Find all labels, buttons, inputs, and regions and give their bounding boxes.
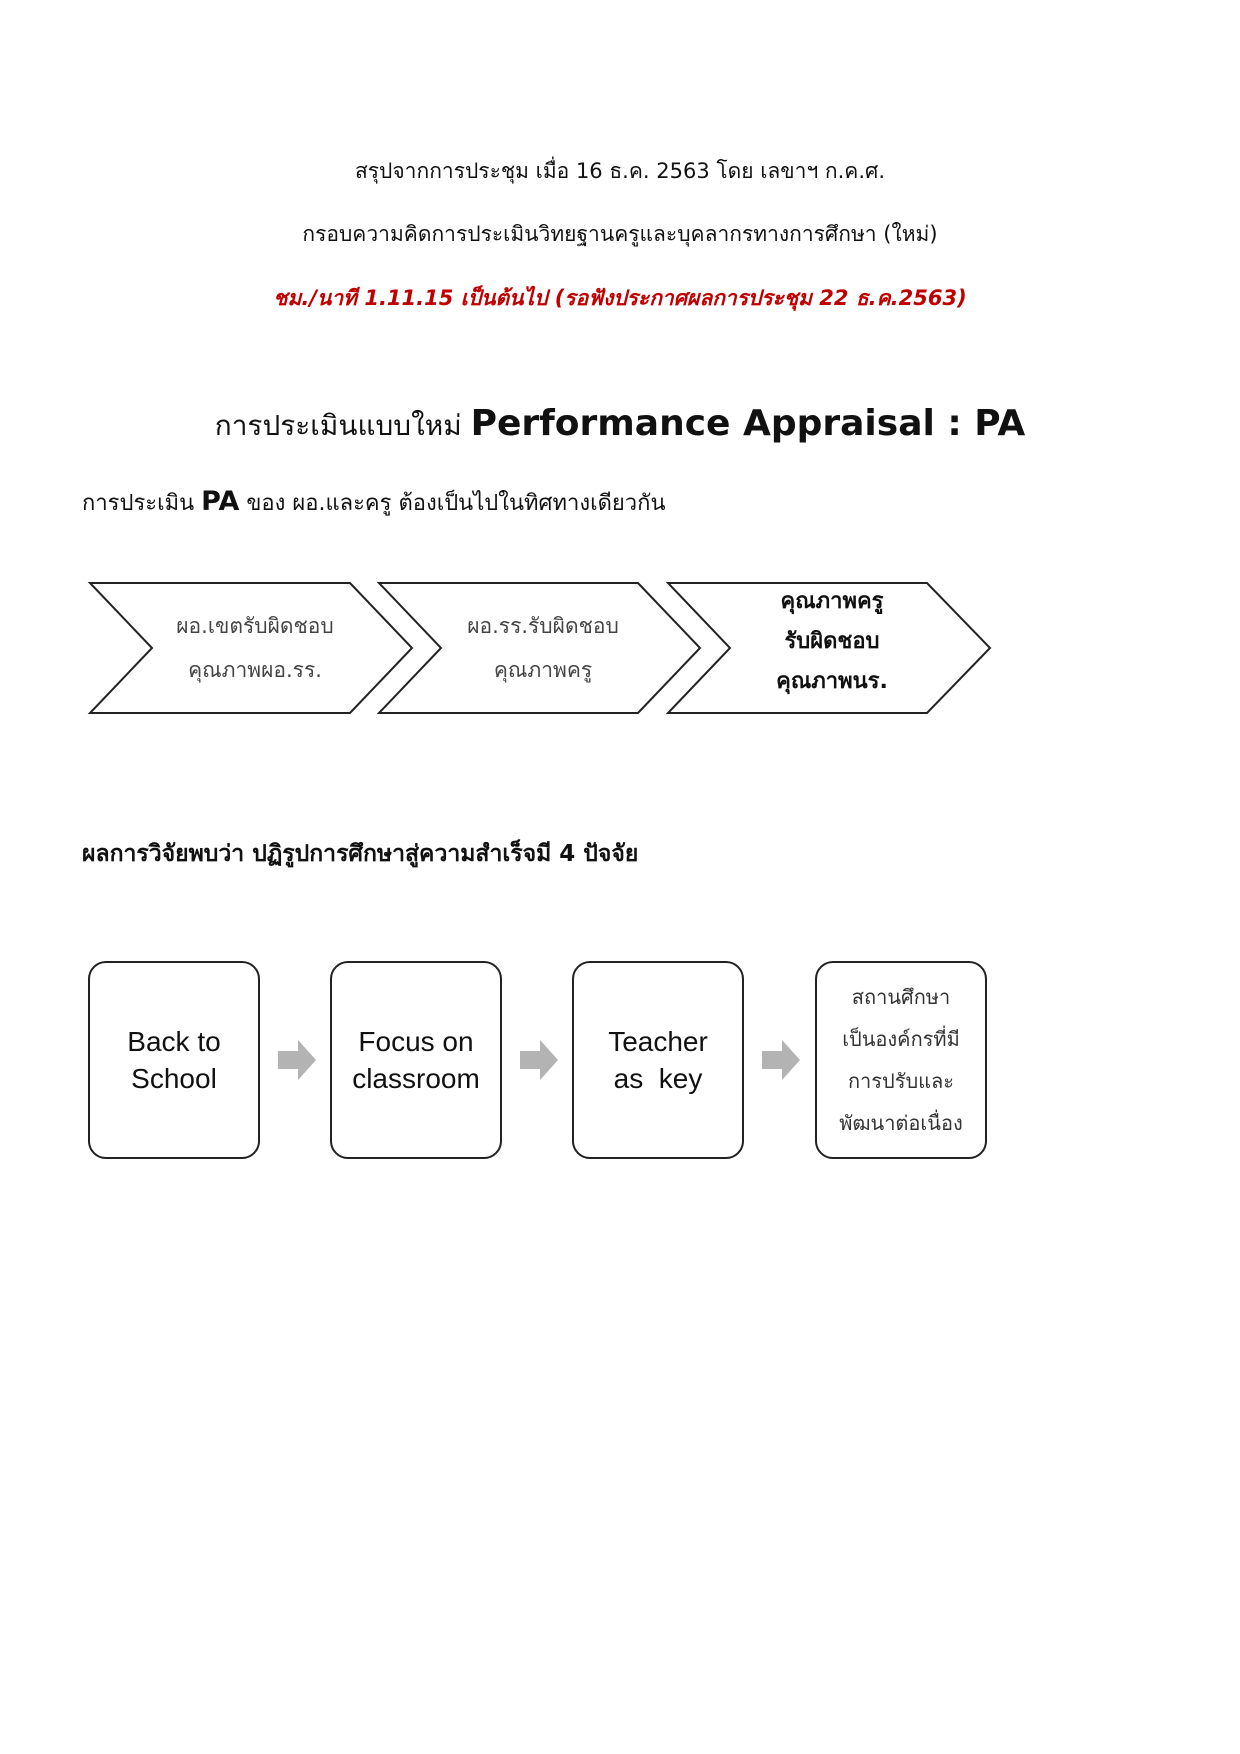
timestamp-note: ชม./นาที 1.11.15 เป็นต้นไป (รอฟังประกาศผลการประชุม 22 ธ.ค.2563) [273,286,967,310]
factor-4-line4: พัฒนาต่อเนื่อง [839,1111,963,1135]
factor-3-line2: as key [613,1063,703,1094]
chevron-3-line1: คุณภาพครู [780,589,884,614]
factor-box-back-to-school [88,961,260,1159]
factor-4-line1: สถานศึกษา [851,985,951,1009]
factor-4-line2: เป็นองค์กรที่มี [842,1027,960,1051]
chevron-2 [379,583,700,713]
chevron-1-line1: ผอ.เขตรับผิดชอบ [176,614,334,638]
research-statement: ผลการวิจัยพบว่า ปฏิรูปการศึกษาสู่ความสำเร็จมี 4 ปัจจัย [82,841,639,867]
arrow-right-icon [278,1040,316,1080]
pa-statement-bold: PA [201,486,240,517]
chevron-2-line2: คุณภาพครู [493,658,593,682]
summary-heading: สรุปจากการประชุม เมื่อ 16 ธ.ค. 2563 โดย เลขาฯ ก.ค.ศ. [354,159,886,183]
factor-2-line1: Focus on [358,1026,474,1057]
framework-heading: กรอบความคิดการประเมินวิทยฐานครูและบุคลากรทางการศึกษา (ใหม่) [302,222,938,246]
title-english: Performance Appraisal : PA [470,403,1026,444]
factor-4-line3: การปรับและ [847,1069,955,1093]
chevron-1-line2: คุณภาพผอ.รร. [188,658,322,682]
factor-box-focus-on-classroom [330,961,502,1159]
factor-1-line2: School [131,1063,217,1094]
factor-3-line1: Teacher [608,1026,708,1057]
factor-box-teacher-as-key [572,961,744,1159]
page-title [0,403,1240,448]
chevron-3-line3: คุณภาพนร. [776,669,888,694]
factor-1-line1: Back to [127,1026,221,1057]
chevron-2-line1: ผอ.รร.รับผิดชอบ [467,614,619,638]
chevron-flow-diagram [0,570,1240,720]
chevron-3-line2: รับผิดชอบ [784,629,880,654]
factor-2-line2: classroom [352,1063,480,1094]
arrow-right-icon [762,1040,800,1080]
chevron-3 [668,583,990,713]
factor-box-learning-organization [815,961,987,1159]
title-thai: การประเมินแบบใหม่ [214,409,471,442]
pa-statement [82,485,666,520]
pa-statement-before: การประเมิน [82,491,202,516]
chevron-1 [90,583,412,713]
pa-statement-after: ของ ผอ.และครู ต้องเป็นไปในทิศทางเดียวกัน [239,491,666,516]
arrow-right-icon [520,1040,558,1080]
